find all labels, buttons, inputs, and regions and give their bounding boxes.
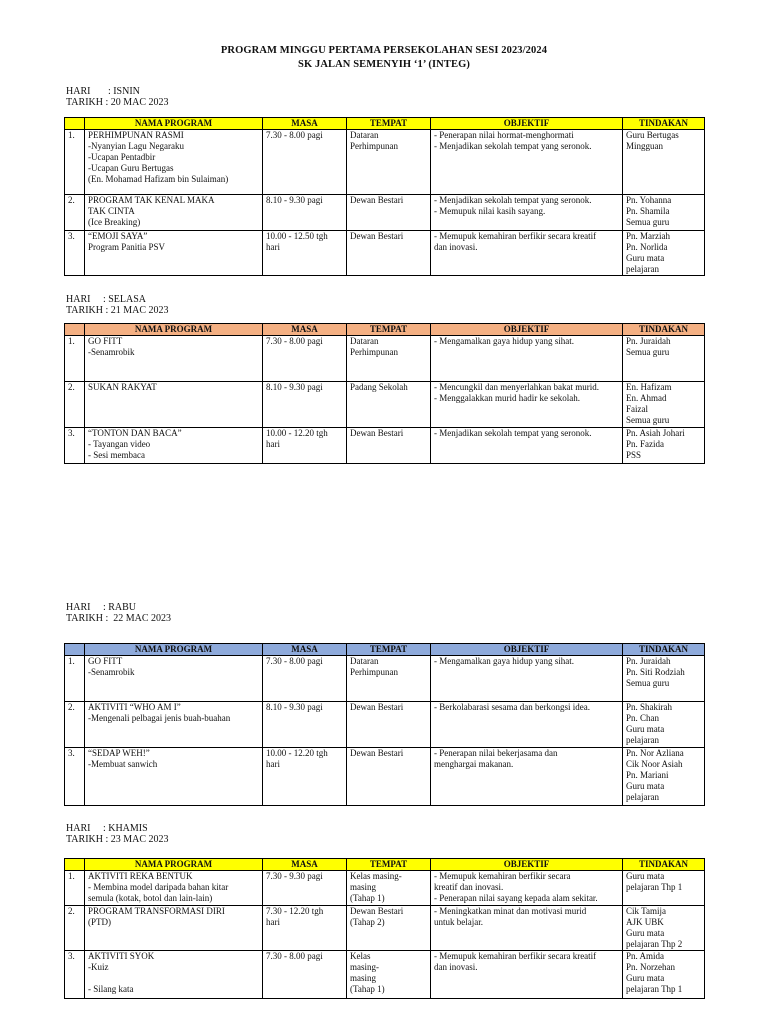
hari-label: HARI : KHAMIS <box>66 823 148 834</box>
table-row <box>65 906 705 951</box>
cell-line: Semua guru <box>626 415 670 425</box>
cell-line: Pn. Asiah Johari <box>626 428 685 438</box>
tarikh-label: TARIKH : 22 MAC 2023 <box>66 613 172 624</box>
cell-line: -Senamrobik <box>88 667 135 677</box>
cell-objektif <box>431 231 623 276</box>
cell-line: 8.10 - 9.30 pagi <box>266 382 323 392</box>
cell-line: Kelas <box>350 951 371 961</box>
cell-line: dan inovasi. <box>434 962 478 972</box>
cell-line: PROGRAM TAK KENAL MAKA <box>88 195 215 205</box>
header-cell-number <box>65 324 85 336</box>
cell-masa <box>263 871 347 906</box>
cell-line: SUKAN RAKYAT <box>88 382 157 392</box>
cell-line: Cik Noor Asiah <box>626 759 683 769</box>
cell-line: Dewan Bestari <box>350 748 404 758</box>
header-cell: TEMPAT <box>347 859 431 871</box>
table-row <box>65 656 705 702</box>
cell-line: -Membuat sanwich <box>88 759 158 769</box>
cell-line: - Menggalakkan murid hadir ke sekolah. <box>434 393 580 403</box>
cell-line: -Ucapan Pentadbir <box>88 152 156 162</box>
cell-tindakan <box>623 656 705 702</box>
cell-program <box>85 951 263 999</box>
cell-line: Semua guru <box>626 217 670 227</box>
cell-program <box>85 871 263 906</box>
header-cell: MASA <box>263 859 347 871</box>
cell-line: “TONTON DAN BACA” <box>88 428 182 438</box>
cell-line: untuk belajar. <box>434 917 483 927</box>
header-cell: OBJEKTIF <box>431 859 623 871</box>
cell-program <box>85 428 263 464</box>
cell-line: (Tahap 2) <box>350 917 385 927</box>
cell-program <box>85 702 263 748</box>
cell-line: Cik Tamija <box>626 906 666 916</box>
cell-objektif <box>431 428 623 464</box>
row-number: 1. <box>65 130 85 195</box>
cell-line: Pn. Amida <box>626 951 665 961</box>
cell-line: Pn. Mariani <box>626 770 669 780</box>
cell-line: Pn. Siti Rodziah <box>626 667 685 677</box>
cell-line: En. Ahmad <box>626 393 667 403</box>
row-number: 1. <box>65 871 85 906</box>
cell-line: 8.10 - 9.30 pagi <box>266 195 323 205</box>
table-header-row <box>65 118 705 130</box>
cell-line: - Berkolabarasi sesama dan berkongsi idea. <box>434 702 590 712</box>
cell-masa <box>263 702 347 748</box>
cell-masa <box>263 195 347 231</box>
document-subtitle: SK JALAN SEMENYIH ‘1’ (INTEG) <box>298 59 470 70</box>
cell-tempat <box>347 231 431 276</box>
cell-line: masing <box>350 882 376 892</box>
table-header-row <box>65 324 705 336</box>
cell-line: - Memupuk kemahiran berfikir secara <box>434 871 571 881</box>
cell-line: -Nyanyian Lagu Negaraku <box>88 141 184 151</box>
cell-line: Program Panitia PSV <box>88 242 166 252</box>
cell-tempat <box>347 951 431 999</box>
cell-line: - Mengamalkan gaya hidup yang sihat. <box>434 336 574 346</box>
cell-line: Padang Sekolah <box>350 382 408 392</box>
cell-tempat <box>347 382 431 428</box>
cell-line: Guru mata <box>626 253 665 263</box>
cell-line: 7.30 - 8.00 pagi <box>266 336 323 346</box>
cell-tindakan <box>623 195 705 231</box>
header-cell: TINDAKAN <box>623 118 705 130</box>
cell-line: - Sesi membaca <box>88 450 145 460</box>
cell-tindakan <box>623 231 705 276</box>
cell-line: menghargai makanan. <box>434 759 514 769</box>
day-info <box>66 602 171 624</box>
cell-line: - Menjadikan sekolah tempat yang seronok. <box>434 195 592 205</box>
cell-line: 7.30 - 12.20 tgh <box>266 906 324 916</box>
cell-masa <box>263 656 347 702</box>
cell-objektif <box>431 906 623 951</box>
cell-line: “SEDAP WEH!” <box>88 748 150 758</box>
cell-line: 10.00 - 12.20 tgh <box>266 428 328 438</box>
cell-line: 7.30 - 8.00 pagi <box>266 951 323 961</box>
tarikh-label: TARIKH : 23 MAC 2023 <box>66 834 169 845</box>
header-cell: OBJEKTIF <box>431 324 623 336</box>
cell-line: hari <box>266 242 280 252</box>
cell-line: Pn. Marziah <box>626 231 670 241</box>
row-number: 2. <box>65 702 85 748</box>
cell-tindakan <box>623 130 705 195</box>
cell-line: -Kuiz <box>88 962 109 972</box>
cell-line: GO FITT <box>88 656 123 666</box>
table-row <box>65 748 705 806</box>
table-row <box>65 195 705 231</box>
hari-label: HARI : ISNIN <box>66 86 140 97</box>
cell-line: 10.00 - 12.50 tgh <box>266 231 328 241</box>
cell-line: Dataran <box>350 656 379 666</box>
cell-line: - Silang kata <box>88 984 134 994</box>
header-cell-number <box>65 859 85 871</box>
cell-line: Pn. Juraidah <box>626 656 671 666</box>
cell-line: Pn. Norlida <box>626 242 668 252</box>
table-row <box>65 428 705 464</box>
cell-line: Dataran <box>350 130 379 140</box>
header-cell: MASA <box>263 118 347 130</box>
cell-line: Dewan Bestari <box>350 702 404 712</box>
cell-line: kreatif dan inovasi. <box>434 882 504 892</box>
header-cell: NAMA PROGRAM <box>85 324 263 336</box>
header-cell: NAMA PROGRAM <box>85 118 263 130</box>
cell-line: Semua guru <box>626 678 670 688</box>
cell-line: AKTIVITI REKA BENTUK <box>88 871 193 881</box>
cell-line: (En. Mohamad Hafizam bin Sulaiman) <box>88 174 229 184</box>
table-row <box>65 951 705 999</box>
cell-line: - Penerapan nilai hormat-menghormati <box>434 130 574 140</box>
cell-objektif <box>431 336 623 382</box>
cell-masa <box>263 906 347 951</box>
cell-line: 8.10 - 9.30 pagi <box>266 702 323 712</box>
cell-line: 7.30 - 8.00 pagi <box>266 130 323 140</box>
cell-line: hari <box>266 917 280 927</box>
cell-tindakan <box>623 702 705 748</box>
table-row <box>65 871 705 906</box>
cell-line: - Penerapan nilai bekerjasama dan <box>434 748 558 758</box>
cell-objektif <box>431 130 623 195</box>
header-cell: TEMPAT <box>347 118 431 130</box>
table-row <box>65 130 705 195</box>
cell-program <box>85 656 263 702</box>
hari-label: HARI : RABU <box>66 602 137 613</box>
cell-line: 7.30 - 8.00 pagi <box>266 656 323 666</box>
cell-objektif <box>431 656 623 702</box>
row-number: 1. <box>65 656 85 702</box>
cell-line: Guru mata <box>626 724 665 734</box>
row-number: 3. <box>65 231 85 276</box>
table-header-row <box>65 859 705 871</box>
table-row <box>65 336 705 382</box>
cell-tindakan <box>623 336 705 382</box>
cell-line: PSS <box>626 450 642 460</box>
cell-program <box>85 130 263 195</box>
cell-line: - Mencungkil dan menyerlahkan bakat murid. <box>434 382 599 392</box>
cell-program <box>85 906 263 951</box>
cell-line: - Tayangan video <box>88 439 151 449</box>
cell-masa <box>263 428 347 464</box>
cell-line: En. Hafizam <box>626 382 672 392</box>
cell-tempat <box>347 195 431 231</box>
cell-line: Pn. Yohanna <box>626 195 672 205</box>
day-info <box>66 294 169 316</box>
tarikh-label: TARIKH : 21 MAC 2023 <box>66 305 169 316</box>
cell-line: Dewan Bestari <box>350 231 404 241</box>
header-cell: NAMA PROGRAM <box>85 644 263 656</box>
schedule-table <box>64 117 705 276</box>
cell-line <box>88 973 259 984</box>
cell-line: pelajaran Thp 1 <box>626 882 683 892</box>
schedule-table <box>64 323 705 464</box>
cell-objektif <box>431 382 623 428</box>
cell-line: - Memupuk kemahiran berfikir secara kreatif <box>434 231 597 241</box>
cell-line: Dewan Bestari <box>350 906 404 916</box>
cell-line: masing <box>350 973 376 983</box>
cell-line: pelajaran Thp 1 <box>626 984 683 994</box>
cell-line: GO FITT <box>88 336 123 346</box>
cell-masa <box>263 748 347 806</box>
cell-tempat <box>347 748 431 806</box>
cell-line: - Memupuk nilai kasih sayang. <box>434 206 546 216</box>
cell-program <box>85 382 263 428</box>
row-number: 3. <box>65 951 85 999</box>
cell-line: Guru mata <box>626 928 665 938</box>
cell-line: “EMOJI SAYA” <box>88 231 148 241</box>
cell-line: AJK UBK <box>626 917 664 927</box>
header-cell: OBJEKTIF <box>431 118 623 130</box>
schedule-table <box>64 643 705 806</box>
cell-tindakan <box>623 951 705 999</box>
cell-line: AKTIVITI “WHO AM I” <box>88 702 181 712</box>
table-row <box>65 382 705 428</box>
header-cell: TINDAKAN <box>623 644 705 656</box>
cell-program <box>85 195 263 231</box>
cell-line: (Tahap 1) <box>350 893 385 903</box>
cell-line: Dataran <box>350 336 379 346</box>
cell-line: (PTD) <box>88 917 111 927</box>
cell-line: Guru mata <box>626 781 665 791</box>
cell-masa <box>263 130 347 195</box>
cell-line: - Meningkatkan minat dan motivasi murid <box>434 906 587 916</box>
cell-line: Perhimpunan <box>350 667 398 677</box>
cell-line: PROGRAM TRANSFORMASI DIRI <box>88 906 225 916</box>
header-cell: TINDAKAN <box>623 859 705 871</box>
cell-masa <box>263 336 347 382</box>
cell-line: Kelas masing- <box>350 871 402 881</box>
cell-line: pelajaran <box>626 792 659 802</box>
cell-tindakan <box>623 382 705 428</box>
cell-line: Dewan Bestari <box>350 428 404 438</box>
cell-line: Pn. Nor Azliana <box>626 748 684 758</box>
cell-line: masing- <box>350 962 379 972</box>
schedule-table <box>64 858 705 999</box>
header-cell: NAMA PROGRAM <box>85 859 263 871</box>
cell-program <box>85 231 263 276</box>
cell-line: dan inovasi. <box>434 242 478 252</box>
cell-objektif <box>431 748 623 806</box>
cell-tempat <box>347 702 431 748</box>
table-row <box>65 231 705 276</box>
cell-program <box>85 336 263 382</box>
header-cell: MASA <box>263 324 347 336</box>
cell-line: Pn. Juraidah <box>626 336 671 346</box>
cell-line: pelajaran <box>626 735 659 745</box>
cell-line: Perhimpunan <box>350 347 398 357</box>
cell-tindakan <box>623 428 705 464</box>
day-info <box>66 823 169 845</box>
cell-objektif <box>431 195 623 231</box>
row-number: 2. <box>65 382 85 428</box>
cell-objektif <box>431 871 623 906</box>
cell-line: 7.30 - 9.30 pagi <box>266 871 323 881</box>
cell-line: -Mengenali pelbagai jenis buah-buahan <box>88 713 231 723</box>
table-header-row <box>65 644 705 656</box>
cell-masa <box>263 231 347 276</box>
cell-objektif <box>431 702 623 748</box>
cell-line: - Mengamalkan gaya hidup yang sihat. <box>434 656 574 666</box>
cell-line: - Menjadikan sekolah tempat yang seronok. <box>434 141 592 151</box>
document-title: PROGRAM MINGGU PERTAMA PERSEKOLAHAN SESI 2023/2024 <box>220 45 548 56</box>
cell-line: - Menjadikan sekolah tempat yang seronok. <box>434 428 592 438</box>
table-row <box>65 702 705 748</box>
cell-line: pelajaran <box>626 264 659 274</box>
cell-tempat <box>347 428 431 464</box>
cell-tindakan <box>623 871 705 906</box>
cell-line: Semua guru <box>626 347 670 357</box>
header-cell: TEMPAT <box>347 324 431 336</box>
header-cell: OBJEKTIF <box>431 644 623 656</box>
cell-masa <box>263 951 347 999</box>
cell-line: -Ucapan Guru Bertugas <box>88 163 174 173</box>
cell-line: Mingguan <box>626 141 663 151</box>
day-info <box>66 86 169 108</box>
cell-masa <box>263 382 347 428</box>
cell-line: hari <box>266 759 280 769</box>
cell-line: PERHIMPUNAN RASMI <box>88 130 184 140</box>
cell-line: TAK CINTA <box>88 206 135 216</box>
header-cell: MASA <box>263 644 347 656</box>
row-number: 3. <box>65 748 85 806</box>
cell-line: semula (kotak, botol dan lain-lain) <box>88 893 213 903</box>
cell-tempat <box>347 656 431 702</box>
cell-tempat <box>347 130 431 195</box>
cell-line: Pn. Shamila <box>626 206 670 216</box>
cell-line: Guru mata <box>626 871 665 881</box>
cell-line: AKTIVITI SYOK <box>88 951 155 961</box>
cell-line: Pn. Chan <box>626 713 660 723</box>
cell-line: - Membina model daripada bahan kitar <box>88 882 229 892</box>
tarikh-label: TARIKH : 20 MAC 2023 <box>66 97 169 108</box>
cell-program <box>85 748 263 806</box>
cell-line: pelajaran Thp 2 <box>626 939 683 949</box>
cell-line: Perhimpunan <box>350 141 398 151</box>
header-cell: TEMPAT <box>347 644 431 656</box>
cell-tempat <box>347 871 431 906</box>
cell-tindakan <box>623 748 705 806</box>
cell-line: Pn. Fazida <box>626 439 664 449</box>
cell-line: Dewan Bestari <box>350 195 404 205</box>
cell-line: Guru mata <box>626 973 665 983</box>
cell-tempat <box>347 906 431 951</box>
cell-line: hari <box>266 439 280 449</box>
row-number: 2. <box>65 195 85 231</box>
cell-line: Pn. Shakirah <box>626 702 672 712</box>
cell-line: (Tahap 1) <box>350 984 385 994</box>
header-cell: TINDAKAN <box>623 324 705 336</box>
hari-label: HARI : SELASA <box>66 294 147 305</box>
row-number: 1. <box>65 336 85 382</box>
cell-line: Faizal <box>626 404 648 414</box>
row-number: 3. <box>65 428 85 464</box>
header-cell-number <box>65 644 85 656</box>
cell-objektif <box>431 951 623 999</box>
cell-line: - Penerapan nilai sayang kepada alam sekitar. <box>434 893 598 903</box>
cell-line: - Memupuk kemahiran berfikir secara kreatif <box>434 951 597 961</box>
cell-line: 10.00 - 12.20 tgh <box>266 748 328 758</box>
cell-tempat <box>347 336 431 382</box>
cell-tindakan <box>623 906 705 951</box>
row-number: 2. <box>65 906 85 951</box>
cell-line: (Ice Breaking) <box>88 217 141 227</box>
cell-line: Guru Bertugas <box>626 130 679 140</box>
cell-line: Pn. Norzehan <box>626 962 675 972</box>
header-cell-number <box>65 118 85 130</box>
cell-line: -Senamrobik <box>88 347 135 357</box>
